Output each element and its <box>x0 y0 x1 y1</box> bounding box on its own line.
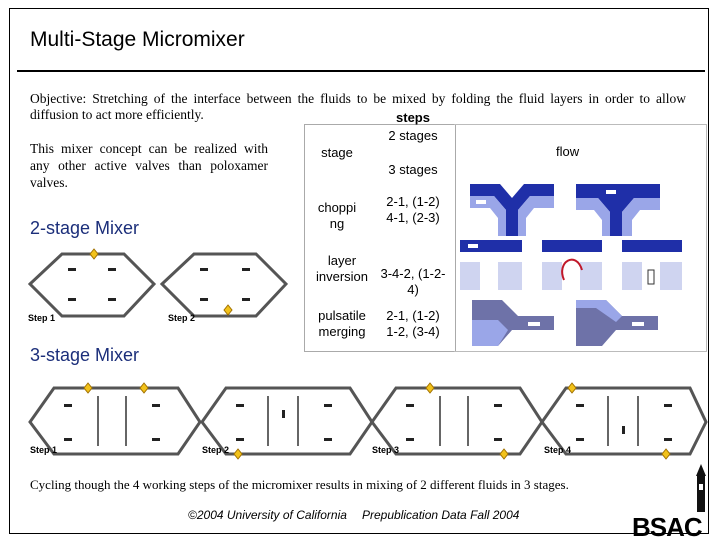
concept-text: This mixer concept can be realized with any other active valves than poloxamer valves. <box>30 141 268 190</box>
flow-layer-1 <box>460 240 522 290</box>
slide-title: Multi-Stage Micromixer <box>30 28 245 51</box>
three-stage-step4: Step 4 <box>544 445 572 455</box>
row-pulsatile: pulsatile merging <box>318 308 366 339</box>
row-pulsatile-steps: 2-1, (1-2) 1-2, (3-4) <box>386 308 440 339</box>
two-stage-heading: 2-stage Mixer <box>30 218 140 238</box>
bsac-logo: BSAC <box>632 512 702 542</box>
two-stage-diagrams <box>28 248 288 324</box>
campanile-icon <box>690 464 712 512</box>
two-stage-step2: Step 2 <box>168 313 196 323</box>
flow-chopping-1 <box>470 178 554 236</box>
flow-pulsatile-2 <box>576 296 658 346</box>
flow-layer-3 <box>622 240 682 290</box>
row-layer: layer inversion <box>315 253 369 284</box>
objective-text: Objective: Stretching of the interface between the fluids to be mixed by folding the fluid layers in order to allow diffusion to act more efficiently. <box>30 91 686 122</box>
header-stage: stage <box>321 145 353 160</box>
header-flow: flow <box>556 144 580 159</box>
three-stage-step2: Step 2 <box>202 445 230 455</box>
row-3-stages: 3 stages <box>388 162 438 177</box>
row-layer-steps: 3-4-2, (1-2-4) <box>380 266 446 297</box>
flow-chopping-2 <box>576 178 660 236</box>
row-2-stages: 2 stages <box>388 128 438 143</box>
three-stage-diagrams <box>28 382 708 460</box>
three-stage-step3: Step 3 <box>372 445 400 455</box>
three-stage-heading: 3-stage Mixer <box>30 345 140 365</box>
row-chopping: choppi ng <box>317 200 357 231</box>
row-chopping-steps: 2-1, (1-2) 4-1, (2-3) <box>386 194 440 225</box>
title-divider <box>17 70 705 72</box>
header-steps: steps <box>396 110 430 125</box>
footer-copyright: ©2004 University of California <box>188 508 347 522</box>
two-stage-step1: Step 1 <box>28 313 56 323</box>
three-stage-step1: Step 1 <box>30 445 58 455</box>
caption-text: Cycling though the 4 working steps of the micromixer results in mixing of 2 different fluids in 3 stages. <box>30 477 569 492</box>
flow-layer-2 <box>542 240 602 290</box>
footer-prepublication: Prepublication Data Fall 2004 <box>362 508 520 522</box>
flow-pulsatile-1 <box>472 296 554 346</box>
